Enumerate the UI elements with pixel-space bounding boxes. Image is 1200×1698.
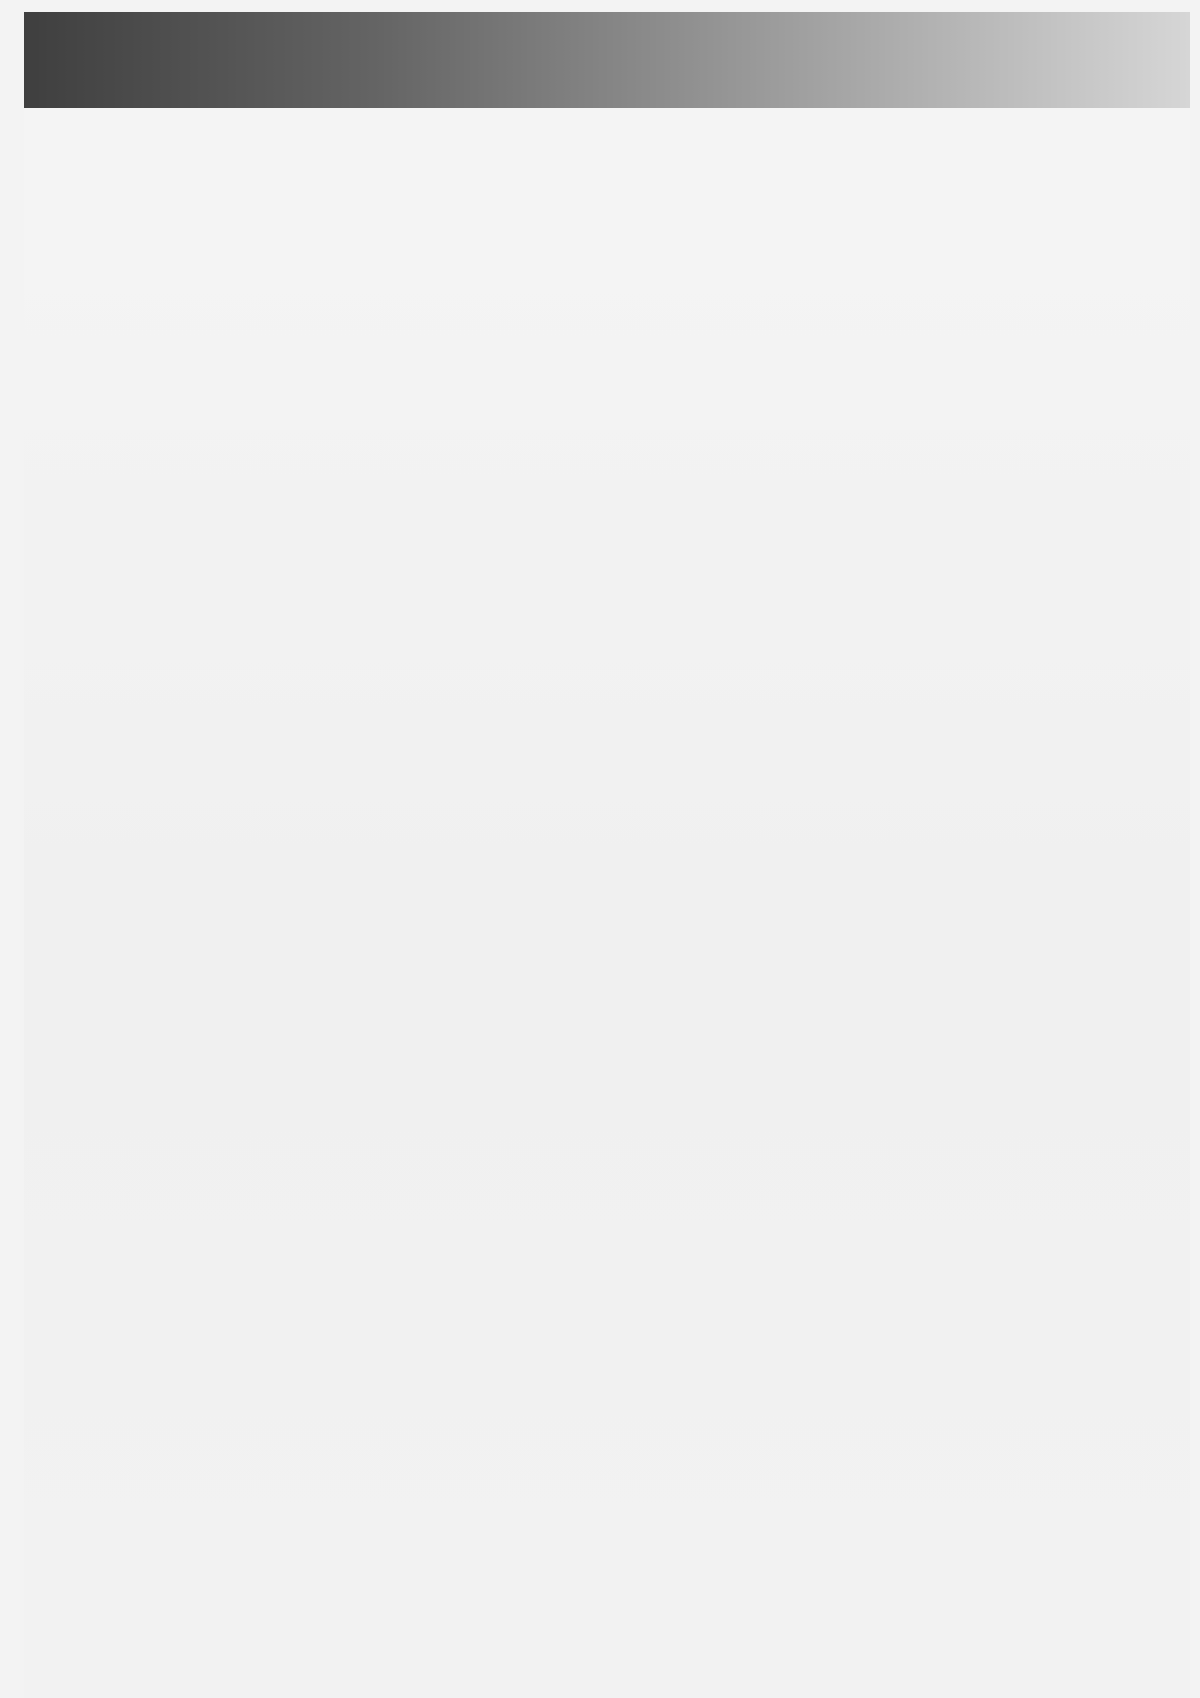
contents-header xyxy=(24,12,1190,108)
page-sheet xyxy=(24,12,1190,1698)
